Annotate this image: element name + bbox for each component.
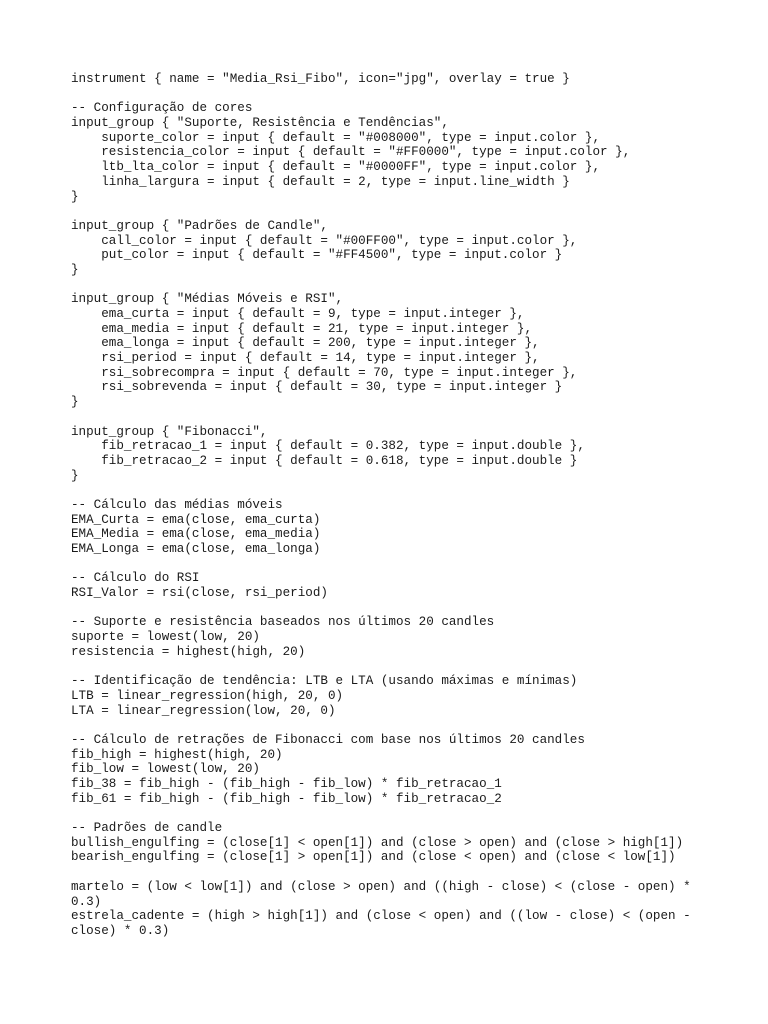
code-line: call_color = input { default = "#00FF00", type = input.color }, (71, 233, 578, 248)
code-line: fib_high = highest(high, 20) (71, 747, 283, 762)
code-line: EMA_Curta = ema(close, ema_curta) (71, 512, 321, 527)
code-line: ltb_lta_color = input { default = "#0000FF", type = input.color }, (71, 160, 601, 175)
code-line: LTB = linear_regression(high, 20, 0) (71, 688, 344, 703)
code-line: fib_retracao_2 = input { default = 0.618, type = input.double } (71, 453, 578, 468)
code-line: input_group { "Fibonacci", (71, 424, 268, 439)
code-line: linha_largura = input { default = 2, type = input.line_width } (71, 174, 570, 189)
code-block (71, 72, 701, 939)
code-line: } (71, 262, 79, 277)
code-line: fib_38 = fib_high - (fib_high - fib_low) * fib_retracao_1 (71, 777, 502, 791)
blank-line (71, 865, 701, 880)
blank-line (71, 410, 701, 425)
code-line: -- Cálculo do RSI (71, 571, 200, 586)
code-line: suporte_color = input { default = "#008000", type = input.color }, (71, 130, 601, 145)
code-line: ema_longa = input { default = 200, type = input.integer }, (71, 336, 540, 351)
code-line: resistencia = highest(high, 20) (71, 644, 306, 659)
code-line: resistencia_color = input { default = "#FF0000", type = input.color }, (71, 145, 631, 160)
code-line: } (71, 395, 79, 410)
code-line: } (71, 189, 79, 204)
code-line: fib_61 = fib_high - (fib_high - fib_low) * fib_retracao_2 (71, 791, 502, 806)
code-line: 0.3) (71, 894, 102, 909)
code-line: rsi_sobrecompra = input { default = 70, type = input.integer }, (71, 365, 578, 380)
blank-line (71, 204, 701, 219)
code-line: instrument { name = "Media_Rsi_Fibo", icon="jpg", overlay = true } (71, 72, 570, 86)
code-line: -- Configuração de cores (71, 101, 253, 116)
code-line: bearish_engulfing = (close[1] > open[1]) and (close < open) and (close < low[1]) (71, 850, 676, 865)
blank-line (71, 87, 701, 102)
code-line: } (71, 468, 79, 483)
code-line: estrela_cadente = (high > high[1]) and (close < open) and ((low - close) < (open - (71, 909, 691, 924)
blank-line (71, 557, 701, 572)
code-line: EMA_Longa = ema(close, ema_longa) (71, 542, 321, 556)
code-line: rsi_period = input { default = 14, type = input.integer }, (71, 351, 540, 366)
code-line: ema_curta = input { default = 9, type = input.integer }, (71, 307, 525, 321)
code-line: -- Padrões de candle (71, 821, 223, 836)
code-line: fib_retracao_1 = input { default = 0.382, type = input.double }, (71, 439, 585, 454)
blank-line (71, 660, 701, 675)
code-line: put_color = input { default = "#FF4500", type = input.color } (71, 248, 563, 263)
code-line: -- Suporte e resistência baseados nos últimos 20 candles (71, 615, 495, 630)
code-line: bullish_engulfing = (close[1] < open[1]) and (close > open) and (close > high[1]) (71, 835, 684, 850)
code-line: input_group { "Suporte, Resistência e Tendências", (71, 116, 449, 131)
code-line: rsi_sobrevenda = input { default = 30, type = input.integer } (71, 380, 563, 395)
code-line: fib_low = lowest(low, 20) (71, 762, 260, 777)
blank-line (71, 718, 701, 733)
code-line: close) * 0.3) (71, 923, 170, 938)
blank-line (71, 806, 701, 821)
code-line: EMA_Media = ema(close, ema_media) (71, 527, 321, 542)
code-line: suporte = lowest(low, 20) (71, 630, 260, 645)
code-line: input_group { "Padrões de Candle", (71, 218, 328, 233)
code-line: LTA = linear_regression(low, 20, 0) (71, 703, 336, 718)
code-line: -- Identificação de tendência: LTB e LTA (usando máximas e mínimas) (71, 674, 578, 689)
code-line: martelo = (low < low[1]) and (close > open) and ((high - close) < (close - open) * (71, 879, 691, 894)
code-line: -- Cálculo de retrações de Fibonacci com base nos últimos 20 candles (71, 732, 585, 747)
code-line: RSI_Valor = rsi(close, rsi_period) (71, 586, 328, 601)
code-line: ema_media = input { default = 21, type = input.integer }, (71, 321, 533, 336)
blank-line (71, 278, 701, 293)
blank-line (71, 601, 701, 616)
blank-line (71, 483, 701, 498)
code-line: -- Cálculo das médias móveis (71, 497, 283, 512)
code-line: input_group { "Médias Móveis e RSI", (71, 292, 344, 307)
